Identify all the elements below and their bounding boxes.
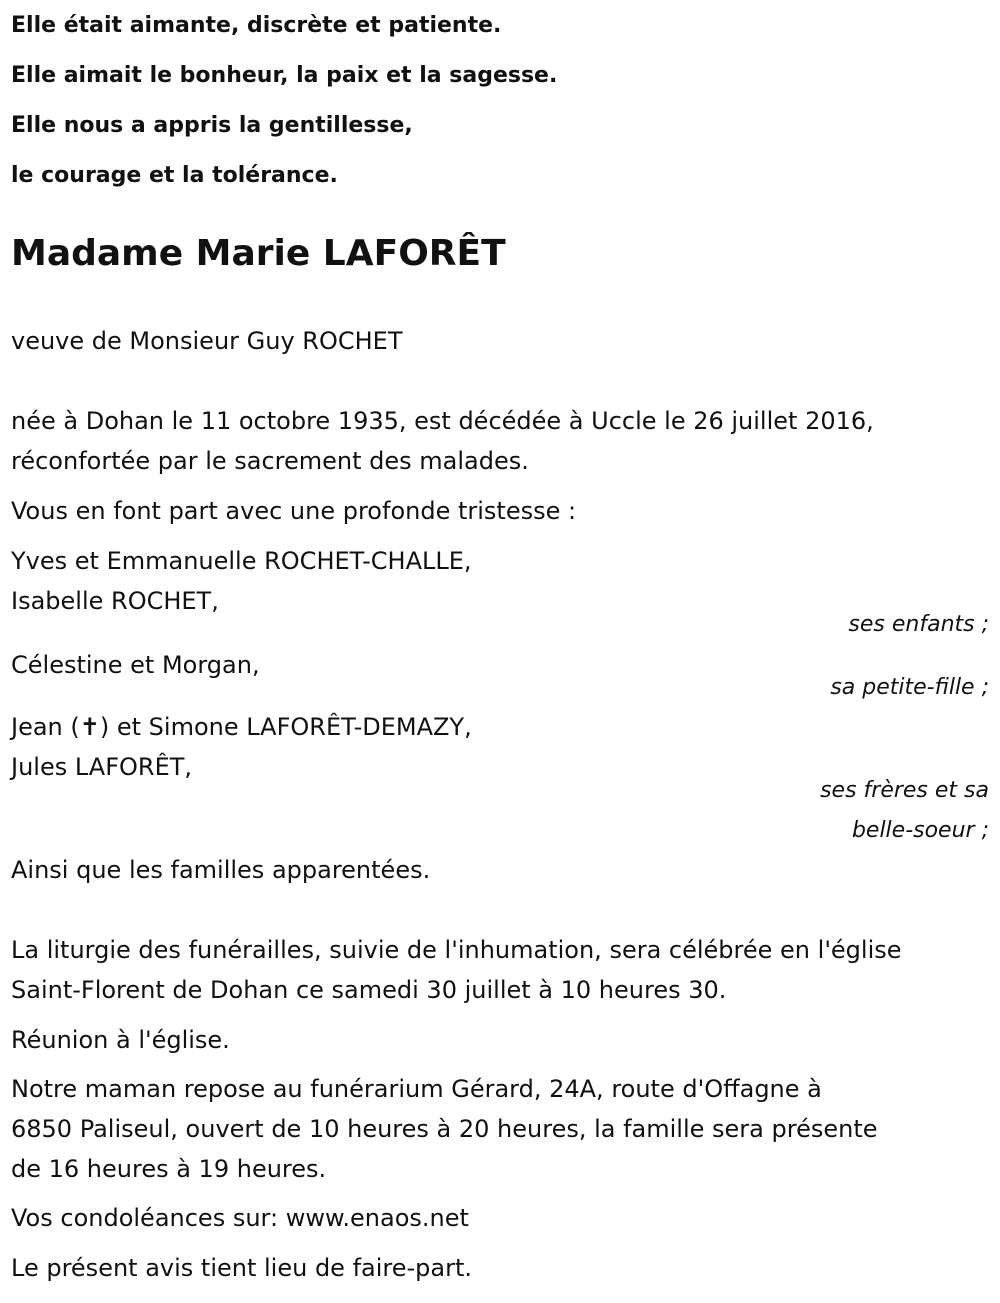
siblings-line: Jules LAFORÊT,: [11, 753, 193, 781]
announcement: Vous en font part avec une profonde tristesse :: [11, 497, 577, 525]
siblings-line: Jean (✝) et Simone LAFORÊT-DEMAZY,: [11, 713, 472, 741]
deceased-name: Madame Marie LAFORÊT: [11, 233, 506, 274]
grandchildren-role: sa petite-fille ;: [830, 675, 989, 700]
reunion-line: Réunion à l'église.: [11, 1026, 230, 1054]
birth-death-line: réconfortée par le sacrement des malades.: [11, 447, 529, 475]
widow-of: veuve de Monsieur Guy ROCHET: [11, 327, 403, 355]
funerarium-line: 6850 Paliseul, ouvert de 10 heures à 20 heures, la famille sera présente: [11, 1115, 878, 1143]
families-line: Ainsi que les familles apparentées.: [11, 856, 431, 884]
children-line: Yves et Emmanuelle ROCHET-CHALLE,: [11, 547, 472, 575]
epitaph-poem: [11, 8, 991, 208]
poem-line: Elle aimait le bonheur, la paix et la sagesse.: [11, 63, 558, 88]
funeral-line: La liturgie des funérailles, suivie de l'inhumation, sera célébrée en l'église: [11, 936, 902, 964]
children-line: Isabelle ROCHET,: [11, 587, 219, 615]
funerarium-line: de 16 heures à 19 heures.: [11, 1155, 327, 1183]
children-role: ses enfants ;: [848, 612, 989, 637]
condolences-line: Vos condoléances sur: www.enaos.net: [11, 1204, 469, 1232]
siblings-role: belle-soeur ;: [851, 818, 989, 843]
poem-line: le courage et la tolérance.: [11, 163, 338, 188]
siblings-role: ses frères et sa: [820, 778, 989, 803]
birth-death-line: née à Dohan le 11 octobre 1935, est décédée à Uccle le 26 juillet 2016,: [11, 407, 874, 435]
grandchildren-line: Célestine et Morgan,: [11, 651, 260, 679]
notice-line: Le présent avis tient lieu de faire-part.: [11, 1254, 473, 1282]
funeral-line: Saint-Florent de Dohan ce samedi 30 juillet à 10 heures 30.: [11, 976, 727, 1004]
poem-line: Elle était aimante, discrète et patiente.: [11, 13, 502, 38]
funerarium-line: Notre maman repose au funérarium Gérard, 24A, route d'Offagne à: [11, 1075, 822, 1103]
poem-line: Elle nous a appris la gentillesse,: [11, 113, 413, 138]
